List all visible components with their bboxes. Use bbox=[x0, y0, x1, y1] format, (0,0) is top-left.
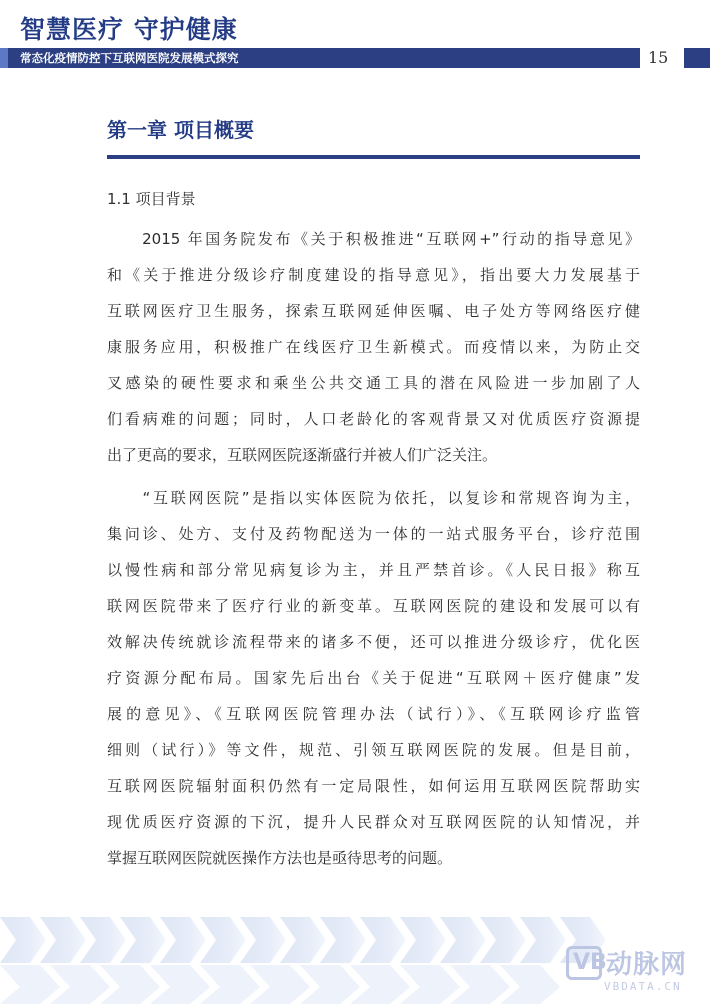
chapter-divider bbox=[107, 155, 640, 159]
logo-glyph: VB bbox=[573, 950, 607, 975]
text-line: 联网医院带来了医疗行业的新变革。互联网医院的建设和发展可以有 bbox=[107, 597, 640, 615]
watermark-url: VBDATA.CN bbox=[604, 980, 682, 993]
text-line: 以慢性病和部分常见病复诊为主，并且严禁首诊。《人民日报》称互 bbox=[107, 561, 640, 579]
text-line: 掌握互联网医院就医操作方法也是亟待思考的问题。 bbox=[107, 849, 453, 867]
document-subtitle: 常态化疫情防控下互联网医院发展模式探究 bbox=[20, 51, 239, 65]
text-line: 互联网医疗卫生服务，探索互联网延伸医嘱、电子处方等网络医疗健 bbox=[107, 302, 640, 320]
text-line: 康服务应用，积极推广在线医疗卫生新模式。而疫情以来，为防止交 bbox=[107, 338, 640, 356]
text-line: 叉感染的硬性要求和乘坐公共交通工具的潜在风险进一步加剧了人 bbox=[107, 374, 640, 392]
watermark-logo-icon bbox=[566, 946, 607, 980]
text-line: 们看病难的问题；同时，人口老龄化的客观背景又对优质医疗资源提 bbox=[107, 410, 640, 428]
text-line: “互联网医院”是指以实体医院为依托，以复诊和常规咨询为主， bbox=[107, 489, 640, 507]
text-line: 效解决传统就诊流程带来的诸多不便，还可以推进分级诊疗，优化医 bbox=[107, 633, 640, 651]
text-line: 和《关于推进分级诊疗制度建设的指导意见》，指出要大力发展基于 bbox=[107, 266, 640, 284]
text-line: 现优质医疗资源的下沉，提升人民群众对互联网医院的认知情况，并 bbox=[107, 813, 640, 831]
watermark-logo-text: 动脉网 bbox=[606, 950, 688, 980]
text-line: 疗资源分配布局。国家先后出台《关于促进“互联网＋医疗健康”发 bbox=[107, 669, 640, 687]
brand-title: 智慧医疗 守护健康 bbox=[20, 15, 238, 44]
text-line: 2015 年国务院发布《关于积极推进“互联网+”行动的指导意见》 bbox=[107, 230, 640, 248]
text-line: 细则（试行）》等文件，规范、引领互联网医院的发展。但是目前， bbox=[107, 741, 640, 759]
text-line: 互联网医院辐射面积仍然有一定局限性，如何运用互联网医院帮助实 bbox=[107, 777, 640, 795]
text-line: 展的意见》、《互联网医院管理办法（试行）》、《互联网诊疗监管 bbox=[107, 705, 640, 723]
text-line: 出了更高的要求，互联网医院逐渐盛行并被人们广泛关注。 bbox=[107, 446, 498, 464]
section-heading: 1.1 项目背景 bbox=[107, 190, 196, 208]
page-number: 15 bbox=[648, 48, 669, 67]
chapter-title: 第一章 项目概要 bbox=[107, 118, 254, 142]
text-line: 集问诊、处方、支付及药物配送为一体的一站式服务平台，诊疗范围 bbox=[107, 525, 640, 543]
header-tab bbox=[684, 48, 710, 68]
